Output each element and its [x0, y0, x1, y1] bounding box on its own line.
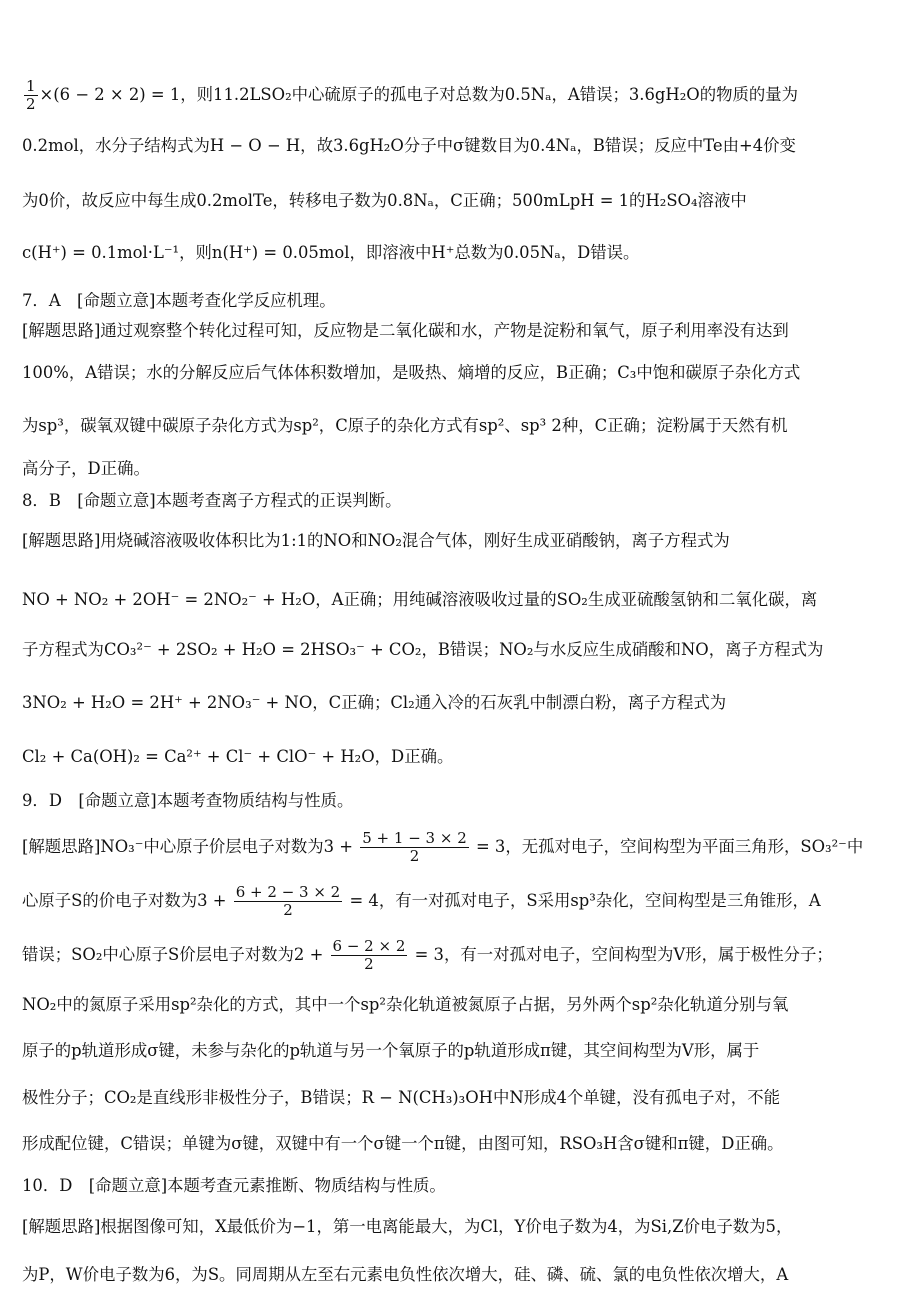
equation-line: 子方程式为CO₃²⁻ + 2SO₂ + H₂O = 2HSO₃⁻ + CO₂，B错误；NO₂与水反应生成硝酸和NO，离子方程式为: [22, 640, 824, 659]
text-line: c(H⁺) = 0.1mol·L⁻¹，则n(H⁺) = 0.05mol，即溶液中H⁺总数为0.05Nₐ，D错误。: [22, 243, 640, 262]
text-line: [解题思路]根据图像可知，X最低价为−1，第一电离能最大，为Cl，Y价电子数为4，为Si,Z价电子数为5，: [22, 1217, 793, 1236]
text-line: 错误；SO₂中心原子S价层电子对数为2 + $\frac{6 - 2 \times 2}{2}$ = 3，有一对孤对电子，空间构型为V形，属于极性分子；: [22, 938, 833, 973]
text-line: 为P，W价电子数为6，为S。同周期从左至右元素电负性依次增大，硅、磷、硫、氯的电负性依次增大，A: [22, 1265, 789, 1284]
fraction: $\frac{5 + 1 - 3 \times 2}{2}$: [362, 830, 467, 865]
text-line: [解题思路]用烧碱溶液吸收体积比为1:1的NO和NO₂混合气体，刚好生成亚硝酸钠，离子方程式为: [22, 531, 730, 550]
text-line: 为sp³，碳氧双键中碳原子杂化方式为sp²，C原子的杂化方式有sp²、sp³ 2种，C正确；淀粉属于天然有机: [22, 416, 788, 435]
equation-line: 3NO₂ + H₂O = 2H⁺ + 2NO₃⁻ + NO，C正确；Cl₂通入冷的石灰乳中制漂白粉，离子方程式为: [22, 693, 727, 712]
text-line: [解题思路]NO₃⁻中心原子价层电子对数为3 + $\frac{5 + 1 - 3 \times 2}{2}$ = 3，无孤对电子，空间构型为平面三角形，SO₃²⁻中: [22, 830, 864, 865]
text-line: 极性分子；CO₂是直线形非极性分子，B错误；R − N(CH₃)₃OH中N形成4个单键，没有孤电子对，不能: [22, 1088, 780, 1107]
question-header: 9．D [命题立意]本题考查物质结构与性质。: [22, 791, 354, 810]
text-line: 心原子S的价电子对数为3 + $\frac{6 + 2 - 3 \times 2}{2}$ = 4，有一对孤对电子，S采用sp³杂化，空间构型是三角锥形，A: [22, 884, 821, 919]
question-header: 7．A [命题立意]本题考查化学反应机理。: [22, 291, 336, 310]
question-header: 10．D [命题立意]本题考查元素推断、物质结构与性质。: [22, 1176, 446, 1195]
text-line: 100%，A错误；水的分解反应后气体体积数增加，是吸热、熵增的反应，B正确；C₃中饱和碳原子杂化方式: [22, 363, 801, 382]
fraction: $\frac{6 + 2 - 3 \times 2}{2}$: [235, 884, 341, 919]
text-line: [解题思路]通过观察整个转化过程可知，反应物是二氧化碳和水，产物是淀粉和氧气，原子利用率没有达到: [22, 321, 789, 340]
equation-line: Cl₂ + Ca(OH)₂ = Ca²⁺ + Cl⁻ + ClO⁻ + H₂O，D正确。: [22, 747, 454, 766]
equation-line: NO + NO₂ + 2OH⁻ = 2NO₂⁻ + H₂O，A正确；用纯碱溶液吸收过量的SO₂生成亚硫酸氢钠和二氧化碳，离: [22, 590, 818, 609]
text-line: 0.2mol，水分子结构式为H − O − H，故3.6gH₂O分子中σ键数目为0.4Nₐ，B错误；反应中Te由+4价变: [22, 136, 796, 155]
text-line: $\frac{1}{2}$ ×(6 − 2 × 2) = 1，则11.2LSO₂中心硫原子的孤电子对总数为0.5Nₐ，A错误；3.6gH₂O的物质的量为: [26, 78, 799, 113]
fraction: $\frac{6 - 2 \times 2}{2}$: [332, 938, 406, 973]
fraction: $\frac{1}{2}$: [26, 78, 36, 113]
text-line: 为0价，故反应中每生成0.2molTe，转移电子数为0.8Nₐ，C正确；500mLpH = 1的H₂SO₄溶液中: [22, 191, 747, 210]
text-line: NO₂中的氮原子采用sp²杂化的方式，其中一个sp²杂化轨道被氮原子占据，另外两个sp²杂化轨道分别与氧: [22, 995, 789, 1014]
text-line: 原子的p轨道形成σ键，未参与杂化的p轨道与另一个氧原子的p轨道形成π键，其空间构型为V形，属于: [22, 1041, 760, 1060]
question-header: 8．B [命题立意]本题考查离子方程式的正误判断。: [22, 491, 402, 510]
text-line: 形成配位键，C错误；单键为σ键，双键中有一个σ键一个π键，由图可知，RSO₃H含σ键和π键，D正确。: [22, 1134, 784, 1153]
text-line: 高分子，D正确。: [22, 459, 150, 478]
